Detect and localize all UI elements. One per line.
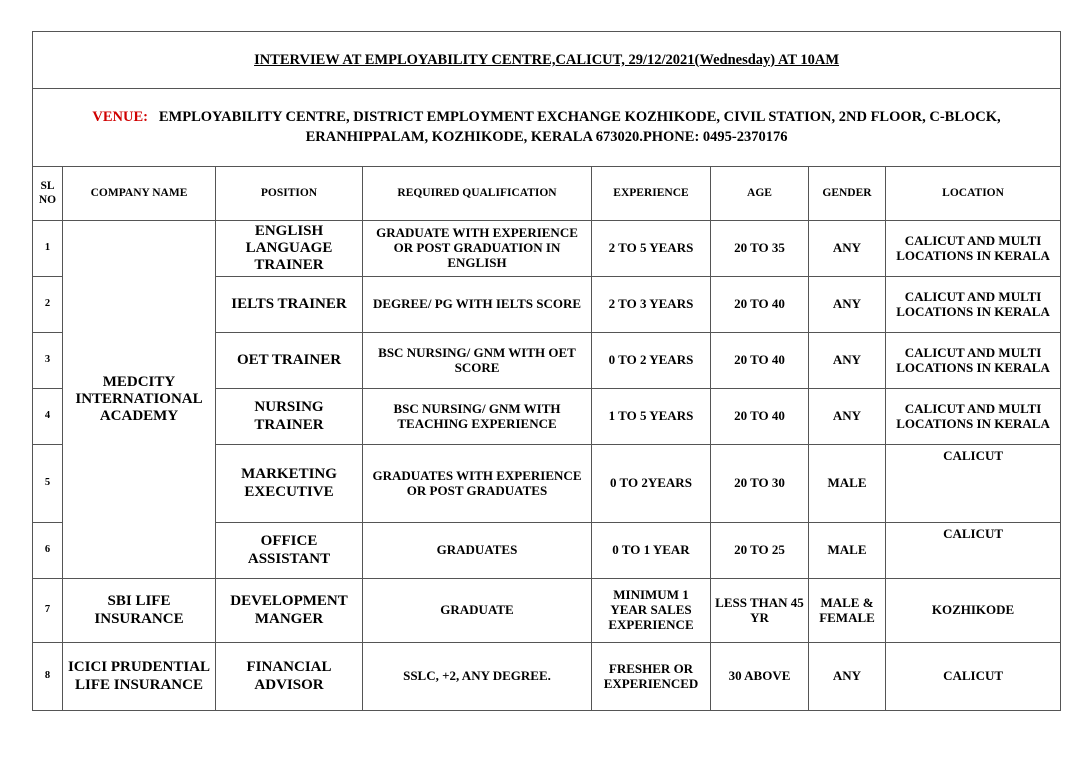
qualification: GRADUATE (363, 579, 592, 643)
job-fair-notice (32, 31, 1060, 711)
experience: MINIMUM 1 YEAR SALES EXPERIENCE (592, 579, 711, 643)
position: MARKETING EXECUTIVE (216, 445, 363, 523)
age: 20 TO 30 (711, 445, 809, 523)
age: 20 TO 40 (711, 277, 809, 333)
sl-no: 2 (33, 277, 63, 333)
col-gender: GENDER (809, 167, 886, 221)
location: CALICUT AND MULTI LOCATIONS IN KERALA (886, 277, 1061, 333)
qualification: SSLC, +2, ANY DEGREE. (363, 643, 592, 711)
col-qualification: REQUIRED QUALIFICATION (363, 167, 592, 221)
position: OFFICE ASSISTANT (216, 523, 363, 579)
age: 20 TO 25 (711, 523, 809, 579)
gender: MALE (809, 523, 886, 579)
venue-address: EMPLOYABILITY CENTRE, DISTRICT EMPLOYMENT EXCHANGE KOZHIKODE, CIVIL STATION, 2ND FLOOR, C-BLOCK, ERANHIPPALAM, KOZHIKODE, KERALA 673020.PHONE: 0495-2370176 (158, 108, 1001, 145)
qualification: BSC NURSING/ GNM WITH TEACHING EXPERIENCE (363, 389, 592, 445)
experience: 1 TO 5 YEARS (592, 389, 711, 445)
sl-no: 1 (33, 221, 63, 277)
age: 30 ABOVE (711, 643, 809, 711)
table-row (33, 643, 1061, 711)
location: CALICUT AND MULTI LOCATIONS IN KERALA (886, 333, 1061, 389)
experience: 0 TO 2 YEARS (592, 333, 711, 389)
company-name: ICICI PRUDENTIAL LIFE INSURANCE (63, 643, 216, 711)
position: FINANCIAL ADVISOR (216, 643, 363, 711)
position: IELTS TRAINER (216, 277, 363, 333)
company-name: MEDCITY INTERNATIONAL ACADEMY (63, 221, 216, 579)
location: KOZHIKODE (886, 579, 1061, 643)
qualification: BSC NURSING/ GNM WITH OET SCORE (363, 333, 592, 389)
sl-no: 8 (33, 643, 63, 711)
experience: FRESHER OR EXPERIENCED (592, 643, 711, 711)
vacancy-table (32, 31, 1061, 711)
table-row (33, 221, 1061, 277)
position: ENGLISH LANGUAGE TRAINER (216, 221, 363, 277)
table-header (33, 167, 1061, 221)
sl-no: 7 (33, 579, 63, 643)
col-company: COMPANY NAME (63, 167, 216, 221)
location: CALICUT (886, 445, 1061, 523)
position: OET TRAINER (216, 333, 363, 389)
position: NURSING TRAINER (216, 389, 363, 445)
sl-no: 3 (33, 333, 63, 389)
location: CALICUT (886, 643, 1061, 711)
gender: ANY (809, 389, 886, 445)
title-text: INTERVIEW AT EMPLOYABILITY CENTRE,CALICUT, 29/12/2021(Wednesday) AT 10AM (254, 51, 840, 68)
experience: 0 TO 1 YEAR (592, 523, 711, 579)
experience: 2 TO 5 YEARS (592, 221, 711, 277)
location: CALICUT AND MULTI LOCATIONS IN KERALA (886, 221, 1061, 277)
col-age: AGE (711, 167, 809, 221)
experience: 0 TO 2YEARS (592, 445, 711, 523)
age: 20 TO 40 (711, 389, 809, 445)
col-position: POSITION (216, 167, 363, 221)
position: DEVELOPMENT MANGER (216, 579, 363, 643)
age: LESS THAN 45 YR (711, 579, 809, 643)
gender: ANY (809, 221, 886, 277)
page-title (33, 32, 1061, 89)
table-row (33, 579, 1061, 643)
gender: ANY (809, 643, 886, 711)
qualification: GRADUATES (363, 523, 592, 579)
qualification: GRADUATE WITH EXPERIENCE OR POST GRADUATION IN ENGLISH (363, 221, 592, 277)
col-location: LOCATION (886, 167, 1061, 221)
gender: ANY (809, 333, 886, 389)
sl-no: 5 (33, 445, 63, 523)
gender: MALE & FEMALE (809, 579, 886, 643)
age: 20 TO 40 (711, 333, 809, 389)
age: 20 TO 35 (711, 221, 809, 277)
qualification: DEGREE/ PG WITH IELTS SCORE (363, 277, 592, 333)
location: CALICUT (886, 523, 1061, 579)
venue-label: VENUE: (92, 108, 148, 125)
gender: ANY (809, 277, 886, 333)
venue-block (33, 89, 1061, 167)
sl-no: 6 (33, 523, 63, 579)
col-sl-no: SL NO (33, 167, 63, 221)
location: CALICUT AND MULTI LOCATIONS IN KERALA (886, 389, 1061, 445)
company-name: SBI LIFE INSURANCE (63, 579, 216, 643)
gender: MALE (809, 445, 886, 523)
experience: 2 TO 3 YEARS (592, 277, 711, 333)
col-experience: EXPERIENCE (592, 167, 711, 221)
qualification: GRADUATES WITH EXPERIENCE OR POST GRADUATES (363, 445, 592, 523)
sl-no: 4 (33, 389, 63, 445)
